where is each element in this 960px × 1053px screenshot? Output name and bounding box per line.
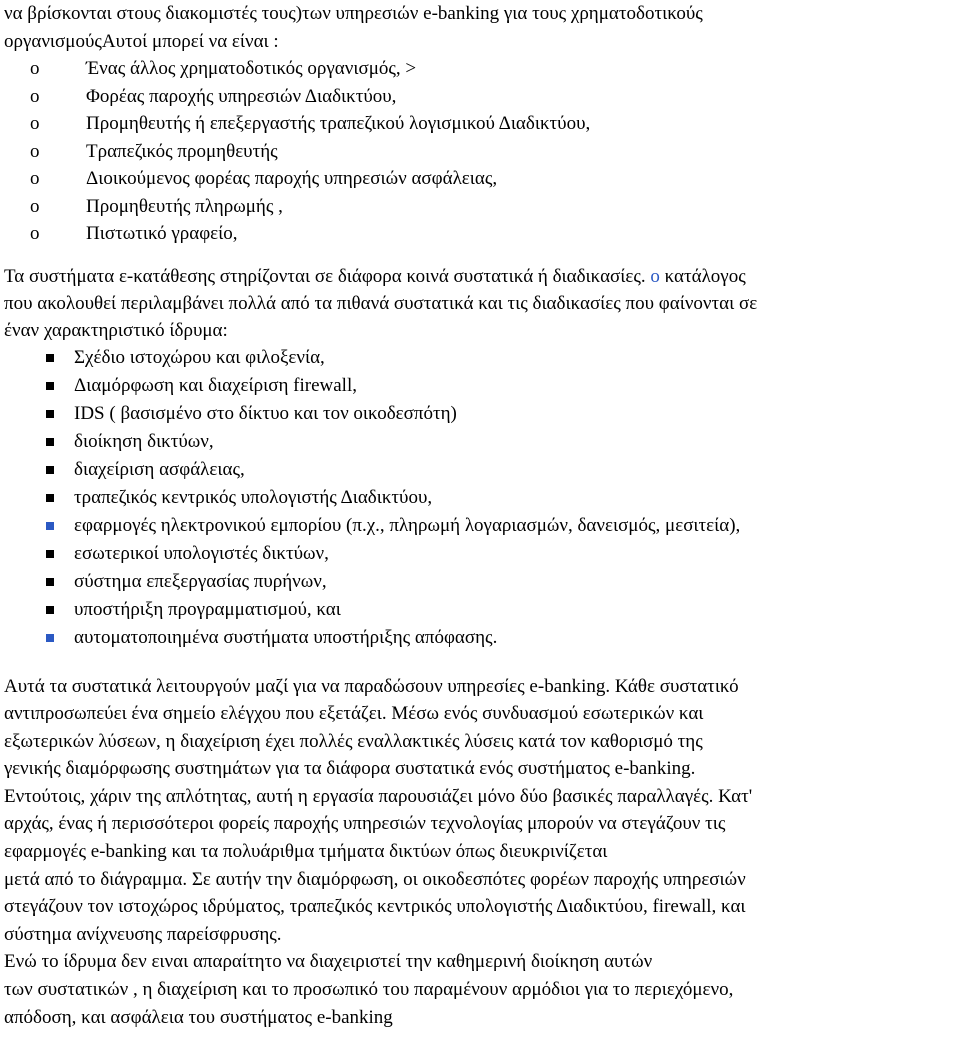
circle-bullet-icon: o bbox=[30, 58, 40, 79]
list-item bbox=[4, 165, 959, 193]
list-item-text: Σχέδιο ιστοχώρου και φιλοξενία, bbox=[74, 346, 325, 368]
body-line: γενικής διαμόρφωσης συστημάτων για τα διάφορα συστατικά ενός συστήματος e-banking. bbox=[4, 758, 696, 780]
body-line: αντιπροσωπεύει ένα σημείο ελέγχου που εξετάζει. Μέσω ενός συνδυασμού εσωτερικών και bbox=[4, 703, 704, 725]
components-line-1-text: Τα συστήματα ε-κατάθεσης στηρίζονται σε διάφορα κοινά συστατικά ή διαδικασίες. bbox=[4, 265, 646, 287]
components-line-3: έναν χαρακτηριστικό ίδρυμα: bbox=[4, 319, 228, 341]
square-bullet-icon bbox=[46, 606, 54, 614]
square-bullet-icon bbox=[46, 354, 54, 362]
square-bullet-icon bbox=[46, 522, 54, 530]
list-item bbox=[4, 568, 959, 596]
list-item bbox=[4, 512, 959, 540]
intro-paragraph bbox=[4, 0, 959, 55]
list-item bbox=[4, 110, 959, 138]
square-bullet-icon bbox=[46, 550, 54, 558]
list-item bbox=[4, 428, 959, 456]
components-line-1-end: κατάλογος bbox=[664, 265, 746, 287]
list-item bbox=[4, 220, 959, 248]
components-line-2: που ακολουθεί περιλαμβάνει πολλά από τα πιθανά συστατικά και τις διαδικασίες που φαίνονται σε bbox=[4, 292, 758, 314]
list-item-text: εφαρμογές ηλεκτρονικού εμπορίου (π.χ., πληρωμή λογαριασμών, δανεισμός, μεσιτεία), bbox=[74, 514, 741, 536]
document-page bbox=[4, 0, 959, 1031]
square-bullet-icon bbox=[46, 634, 54, 642]
body-line: Αυτά τα συστατικά λειτουργούν μαζί για να παραδώσουν υπηρεσίες e-banking. Κάθε συστατικό bbox=[4, 675, 739, 697]
list-item-text: διαχείριση ασφάλειας, bbox=[74, 458, 245, 480]
list-item-text: Διοικούμενος φορέας παροχής υπηρεσιών ασφάλειας, bbox=[86, 168, 498, 189]
square-bullet-icon bbox=[46, 382, 54, 390]
body-paragraph bbox=[4, 673, 959, 1032]
circle-bullet-icon: o bbox=[30, 195, 40, 217]
body-line: των συστατικών , η διαχείριση και το προσωπικό του παραμένουν αρμόδιοι για το περιεχόμενο, bbox=[4, 979, 734, 1001]
square-bullet-icon bbox=[46, 578, 54, 586]
body-line: Εντούτοις, χάριν της απλότητας, αυτή η εργασία παρουσιάζει μόνο δύο βασικές παραλλαγές. Κατ' bbox=[4, 785, 753, 807]
circle-bullet-icon: o bbox=[30, 85, 40, 107]
list-item-text: Ένας άλλος χρηματοδοτικός οργανισμός, > bbox=[86, 58, 417, 79]
list-item bbox=[4, 344, 959, 372]
list-item bbox=[4, 624, 959, 652]
list-item-text: Πιστωτικό γραφείο, bbox=[86, 223, 238, 244]
intro-line-1: να βρίσκονται στους διακομιστές τους)των υπηρεσιών e-banking για τους χρηματοδοτικούς bbox=[4, 3, 703, 24]
list-item-text: Διαμόρφωση και διαχείριση firewall, bbox=[74, 374, 357, 396]
components-paragraph bbox=[4, 263, 959, 344]
list-item bbox=[4, 138, 959, 166]
intro-line-2: οργανισμούςΑυτοί μπορεί να είναι : bbox=[4, 30, 279, 52]
body-line: απόδοση, και ασφάλεια του συστήματος e-banking bbox=[4, 1006, 393, 1028]
list-item-text: Φορέας παροχής υπηρεσιών Διαδικτύου, bbox=[86, 85, 397, 107]
list-item bbox=[4, 596, 959, 624]
body-line: εφαρμογές e-banking και τα πολυάριθμα τμήματα δικτύων όπως διευκρινίζεται bbox=[4, 841, 608, 863]
list-item-text: IDS ( βασισμένο στο δίκτυο και τον οικοδεσπότη) bbox=[74, 402, 457, 424]
components-line-1 bbox=[4, 263, 959, 290]
list-item bbox=[4, 484, 959, 512]
list-item bbox=[4, 55, 959, 83]
square-bullet-icon bbox=[46, 494, 54, 502]
square-bullet-icon bbox=[46, 438, 54, 446]
body-line: εξωτερικών λύσεων, η διαχείριση έχει πολλές εναλλακτικές λύσεις κατά τον καθορισμό της bbox=[4, 730, 703, 752]
square-bullet-list bbox=[4, 344, 959, 652]
list-item bbox=[4, 193, 959, 221]
list-item-text: αυτοματοποιημένα συστήματα υποστήριξης απόφασης. bbox=[74, 626, 498, 648]
list-item bbox=[4, 400, 959, 428]
square-bullet-icon bbox=[46, 410, 54, 418]
circle-bullet-icon: o bbox=[30, 168, 40, 189]
circle-bullet-icon: o bbox=[30, 140, 40, 162]
list-item bbox=[4, 372, 959, 400]
list-item-text: εσωτερικοί υπολογιστές δικτύων, bbox=[74, 542, 329, 564]
list-item-text: σύστημα επεξεργασίας πυρήνων, bbox=[74, 570, 327, 592]
list-item bbox=[4, 83, 959, 111]
body-line: αρχάς, ένας ή περισσότεροι φορείς παροχής υπηρεσιών τεχνολογίας μπορούν να στεγάζουν τις bbox=[4, 813, 726, 835]
circle-bullet-list bbox=[4, 55, 959, 248]
list-item-text: Τραπεζικός προμηθευτής bbox=[86, 140, 278, 162]
body-line: μετά από το διάγραμμα. Σε αυτήν την διαμόρφωση, οι οικοδεσπότες φορέων παροχής υπηρεσιών bbox=[4, 868, 746, 890]
circle-bullet-icon: o bbox=[30, 113, 40, 134]
list-item bbox=[4, 456, 959, 484]
blue-o-marker: ο bbox=[650, 265, 660, 287]
list-item bbox=[4, 540, 959, 568]
circle-bullet-icon: o bbox=[30, 223, 40, 244]
square-bullet-icon bbox=[46, 466, 54, 474]
list-item-text: διοίκηση δικτύων, bbox=[74, 430, 214, 452]
list-item-text: τραπεζικός κεντρικός υπολογιστής Διαδικτύου, bbox=[74, 486, 433, 508]
list-item-text: υποστήριξη προγραμματισμού, και bbox=[74, 598, 341, 620]
list-item-text: Προμηθευτής πληρωμής , bbox=[86, 195, 283, 217]
body-line: Ενώ το ίδρυμα δεν ειναι απαραίτητο να διαχειριστεί την καθημερινή διοίκηση αυτών bbox=[4, 951, 653, 973]
body-line: σύστημα ανίχνευσης παρείσφρυσης. bbox=[4, 923, 282, 945]
body-line: στεγάζουν τον ιστοχώρος ιδρύματος, τραπεζικός κεντρικός υπολογιστής Διαδικτύου, firewall, και bbox=[4, 896, 746, 918]
list-item-text: Προμηθευτής ή επεξεργαστής τραπεζικού λογισμικού Διαδικτύου, bbox=[86, 113, 591, 134]
